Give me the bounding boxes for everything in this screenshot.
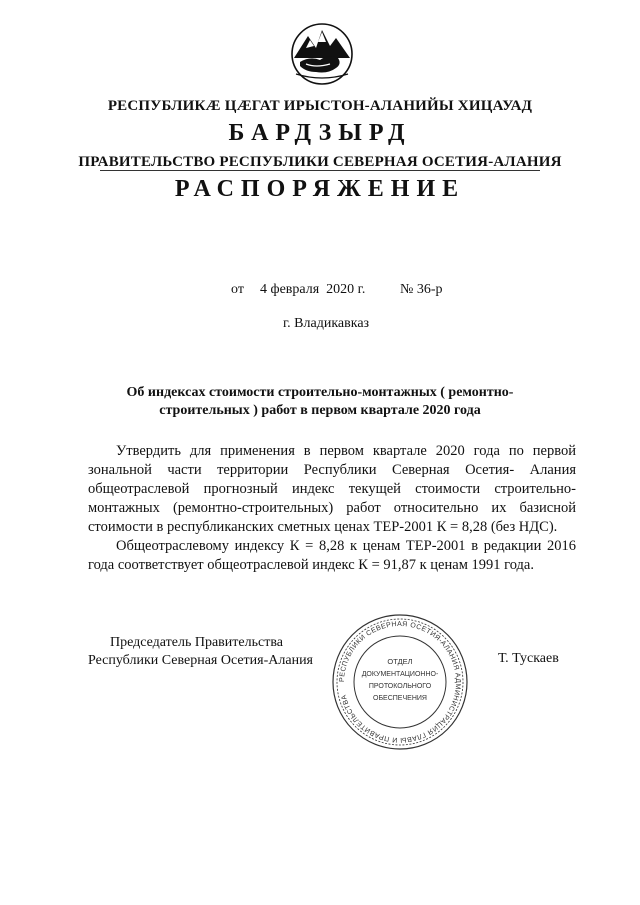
document-number: № 36-р xyxy=(400,282,443,297)
stamp-ring-text: РЕСПУБЛИКИ СЕВЕРНАЯ ОСЕТИЯ-АЛАНИЯ АДМИНИСТРАЦИЯ ГЛАВЫ И ПРАВИТЕЛЬСТВА xyxy=(338,620,462,744)
signatory-position-line-1: Председатель Правительства xyxy=(110,635,283,650)
document-subject xyxy=(110,384,530,420)
subject-line-1: Об индексах стоимости строительно-монтажных ( ремонтно- xyxy=(126,385,514,400)
signatory-position-line-2: Республики Северная Осетия-Алания xyxy=(88,653,313,668)
stamp-center-line-1: ОТДЕЛ xyxy=(387,657,413,666)
stamp-center-line-2: ДОКУМЕНТАЦИОННО- xyxy=(361,671,439,678)
stamp-center-line-3: ПРОТОКОЛЬНОГО xyxy=(368,683,432,690)
subject-line-2: строительных ) работ в первом квартале 2020 года xyxy=(159,403,481,418)
body-paragraph-1: Утвердить для применения в первом квартале 2020 года по первой зональной части территории Республики Северная Осетия- Алания общеотраслевой прогнозный индекс текущей стоимости строительно-монтажных (ремонтно-строительных) работ относительно их базисной стоимости в республиканских сметных ценах ТЕР-2001 К = 8,28 (без НДС). xyxy=(88,443,576,535)
date-prefix: от xyxy=(231,282,244,297)
stamp-center-line-4: ОБЕСПЕЧЕНИЯ xyxy=(373,695,427,702)
header-ossetian-order-title: БАРДЗЫРД xyxy=(228,120,412,146)
document-type-title: РАСПОРЯЖЕНИЕ xyxy=(174,176,466,202)
snow-leopard-mountains-icon xyxy=(286,18,358,90)
signatory-name: Т. Тускаев xyxy=(498,651,559,666)
official-stamp xyxy=(330,612,470,752)
header-russian-government: ПРАВИТЕЛЬСТВО РЕСПУБЛИКИ СЕВЕРНАЯ ОСЕТИЯ-АЛАНИЯ xyxy=(78,154,562,170)
header-ossetian-government: РЕСПУБЛИКӔ ЦӔГАТ ИРЫСТОН-АЛАНИЙЫ ХИЦАУАД xyxy=(107,98,533,114)
header-divider xyxy=(100,170,540,171)
document-date: 4 февраля 2020 г. xyxy=(260,282,366,297)
document-city: г. Владикавказ xyxy=(283,316,370,331)
round-seal-icon xyxy=(330,612,470,752)
body-paragraph-2: Общеотраслевому индексу К = 8,28 к ценам ТЕР-2001 в редакции 2016 года соответствует общеотраслевой индекс К = 91,87 к ценам 1991 года. xyxy=(88,538,576,573)
coat-of-arms-emblem xyxy=(286,18,358,90)
